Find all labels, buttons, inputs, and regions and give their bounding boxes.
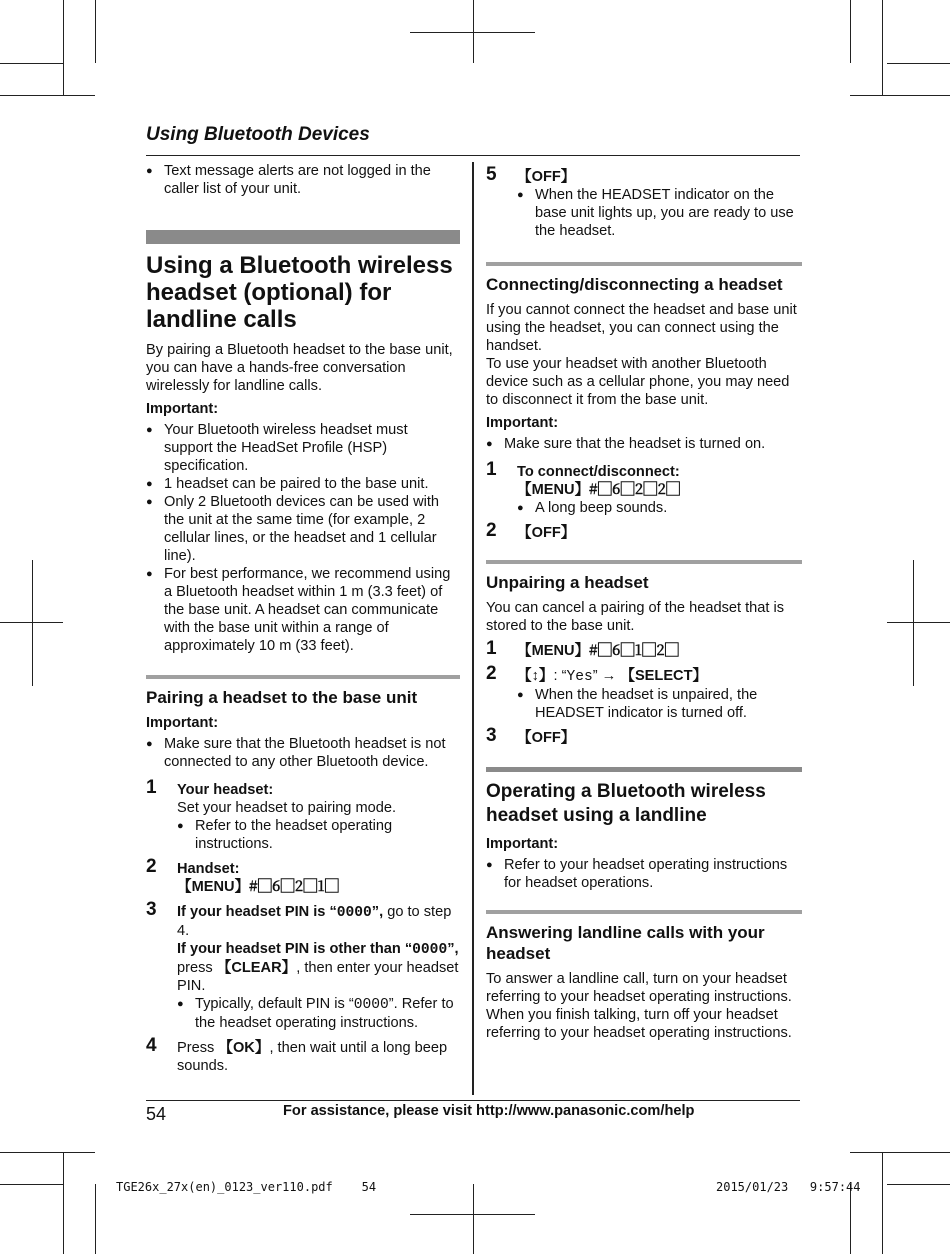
step-1 xyxy=(486,638,802,660)
footer-rule xyxy=(146,1100,800,1101)
crop-mark xyxy=(63,0,64,95)
step-number: 1 xyxy=(146,777,157,798)
step-3 xyxy=(146,899,460,1032)
crop-mark xyxy=(882,1152,883,1254)
print-slug-file: TGE26x_27x(en)_0123_ver110.pdf 54 xyxy=(116,1180,377,1194)
important-label: Important: xyxy=(486,836,559,852)
key-sequence: 【↕】: “Yes” → 【SELECT】 xyxy=(517,668,708,685)
crop-mark xyxy=(95,1184,96,1254)
crop-mark xyxy=(0,1152,95,1153)
section-title-unpairing: Unpairing a headset xyxy=(486,573,649,592)
step-text: Set your headset to pairing mode. xyxy=(177,800,397,816)
list-item: ● Make sure that the headset is turned on. xyxy=(486,435,802,453)
key-sequence: 【MENU】#⃞6⃞2⃞1⃞ xyxy=(177,879,340,895)
crop-mark xyxy=(63,1152,64,1254)
crop-mark xyxy=(32,560,33,686)
list-item: ● Only 2 Bluetooth devices can be used with the unit at the same time (for example, 2 cellular lines, or the headset and 1 cellular line). xyxy=(146,493,460,565)
step-5 xyxy=(486,164,802,240)
list-item: ● Make sure that the Bluetooth headset is not connected to any other Bluetooth device. xyxy=(146,735,460,771)
section-title-operating: Operating a Bluetooth wireless headset using a landline xyxy=(486,781,766,826)
step-number: 2 xyxy=(486,663,497,684)
step-1 xyxy=(146,777,460,853)
assistance-text: For assistance, please visit http://www.panasonic.com/help xyxy=(283,1103,695,1119)
left-column xyxy=(146,162,460,1075)
list-item: ● When the HEADSET indicator on the base unit lights up, you are ready to use the headset. xyxy=(517,186,802,240)
section-title-connecting: Connecting/disconnecting a headset xyxy=(486,275,783,294)
step-number: 3 xyxy=(486,725,497,746)
crop-mark xyxy=(95,0,96,63)
crop-mark xyxy=(473,0,474,63)
page-number: 54 xyxy=(146,1104,167,1124)
step-1 xyxy=(486,459,802,517)
section-rule xyxy=(486,560,802,564)
list-item: ● When the headset is unpaired, the HEADSET indicator is turned off. xyxy=(517,686,802,722)
important-label: Important: xyxy=(146,401,219,417)
section-paragraph: When you finish talking, turn off your headset referring to your headset operating instructions. xyxy=(486,1007,792,1041)
crop-mark xyxy=(850,0,851,63)
step-4 xyxy=(146,1035,460,1075)
step-number: 1 xyxy=(486,638,497,659)
step-2 xyxy=(146,856,460,896)
list-item: ● Your Bluetooth wireless headset must support the HeadSet Profile (HSP) specification. xyxy=(146,421,460,475)
section-rule xyxy=(486,262,802,266)
list-item: ● 1 headset can be paired to the base unit. xyxy=(146,475,460,493)
section-title-pairing: Pairing a headset to the base unit xyxy=(146,688,418,707)
key-sequence: 【OFF】 xyxy=(517,169,576,185)
list-item: ● Refer to your headset operating instructions for headset operations. xyxy=(486,856,802,892)
right-column xyxy=(486,162,802,1042)
crop-mark xyxy=(850,95,950,96)
key-sequence: 【OFF】 xyxy=(517,525,576,541)
crop-mark xyxy=(0,63,63,64)
step-3 xyxy=(486,725,802,747)
important-label: Important: xyxy=(486,415,559,431)
crop-mark xyxy=(850,1152,950,1153)
step-2 xyxy=(486,663,802,722)
crop-mark xyxy=(0,1184,63,1185)
crop-mark xyxy=(882,0,883,95)
step-number: 4 xyxy=(146,1035,157,1056)
step-2 xyxy=(486,520,802,542)
crop-mark xyxy=(887,622,950,623)
list-item: ● A long beep sounds. xyxy=(517,499,802,517)
intro-bullet: ● Text message alerts are not logged in the caller list of your unit. xyxy=(146,162,460,198)
step-number: 1 xyxy=(486,459,497,480)
page-header xyxy=(146,124,800,156)
step-number: 2 xyxy=(486,520,497,541)
section-rule xyxy=(486,910,802,914)
crop-mark xyxy=(473,1184,474,1254)
list-item: ● Refer to the headset operating instructions. xyxy=(177,817,460,853)
crop-mark xyxy=(887,63,950,64)
step-label: Handset: xyxy=(177,861,240,877)
step-text: If your headset PIN is other than “0000”, press 【CLEAR】, then enter your headset PIN. xyxy=(177,941,459,994)
page-header-title: Using Bluetooth Devices xyxy=(146,124,370,145)
important-label: Important: xyxy=(146,715,219,731)
section-title-answering: Answering landline calls with your headset xyxy=(486,923,765,963)
step-number: 2 xyxy=(146,856,157,877)
crop-mark xyxy=(850,1184,851,1254)
key-sequence: 【MENU】#⃞6⃞1⃞2⃞ xyxy=(517,643,680,659)
section-paragraph: To use your headset with another Bluetooth device such as a cellular phone, you may need to disconnect it from the base unit. xyxy=(486,356,790,408)
step-number: 3 xyxy=(146,899,157,920)
section-paragraph: By pairing a Bluetooth headset to the base unit, you can have a hands-free conversation wirelessly for landline calls. xyxy=(146,342,453,394)
section-rule xyxy=(146,230,460,244)
crop-mark xyxy=(0,95,95,96)
section-paragraph: You can cancel a pairing of the headset that is stored to the base unit. xyxy=(486,600,785,634)
section-rule xyxy=(146,675,460,679)
section-paragraph: If you cannot connect the headset and base unit using the headset, you can connect using the handset. xyxy=(486,302,797,354)
column-divider xyxy=(472,162,474,1095)
list-item: ● Typically, default PIN is “0000”. Refer to the headset operating instructions. xyxy=(177,995,460,1032)
list-item: ● For best performance, we recommend using a Bluetooth headset within 1 m (3.3 feet) of the base unit. A headset can communicate with the base unit within a range of approximately 10 m (33 feet). xyxy=(146,565,460,655)
section-title-bluetooth-headset: Using a Bluetooth wireless headset (optional) for landline calls xyxy=(146,252,453,333)
crop-mark xyxy=(913,560,914,686)
section-rule xyxy=(486,767,802,772)
key-sequence: 【MENU】#⃞6⃞2⃞2⃞ xyxy=(517,482,681,498)
key-sequence: 【OFF】 xyxy=(517,730,576,746)
step-number: 5 xyxy=(486,164,497,185)
step-label: Your headset: xyxy=(177,782,274,798)
section-paragraph: To answer a landline call, turn on your headset referring to your headset operating instructions. xyxy=(486,971,792,1005)
step-text: If your headset PIN is “0000”, go to step 4. xyxy=(177,904,452,939)
crop-mark xyxy=(887,1184,950,1185)
print-slug-date: 2015/01/23 9:57:44 xyxy=(716,1180,861,1194)
step-label: To connect/disconnect: xyxy=(517,464,680,480)
step-text: Press 【OK】, then wait until a long beep sounds. xyxy=(177,1040,448,1074)
